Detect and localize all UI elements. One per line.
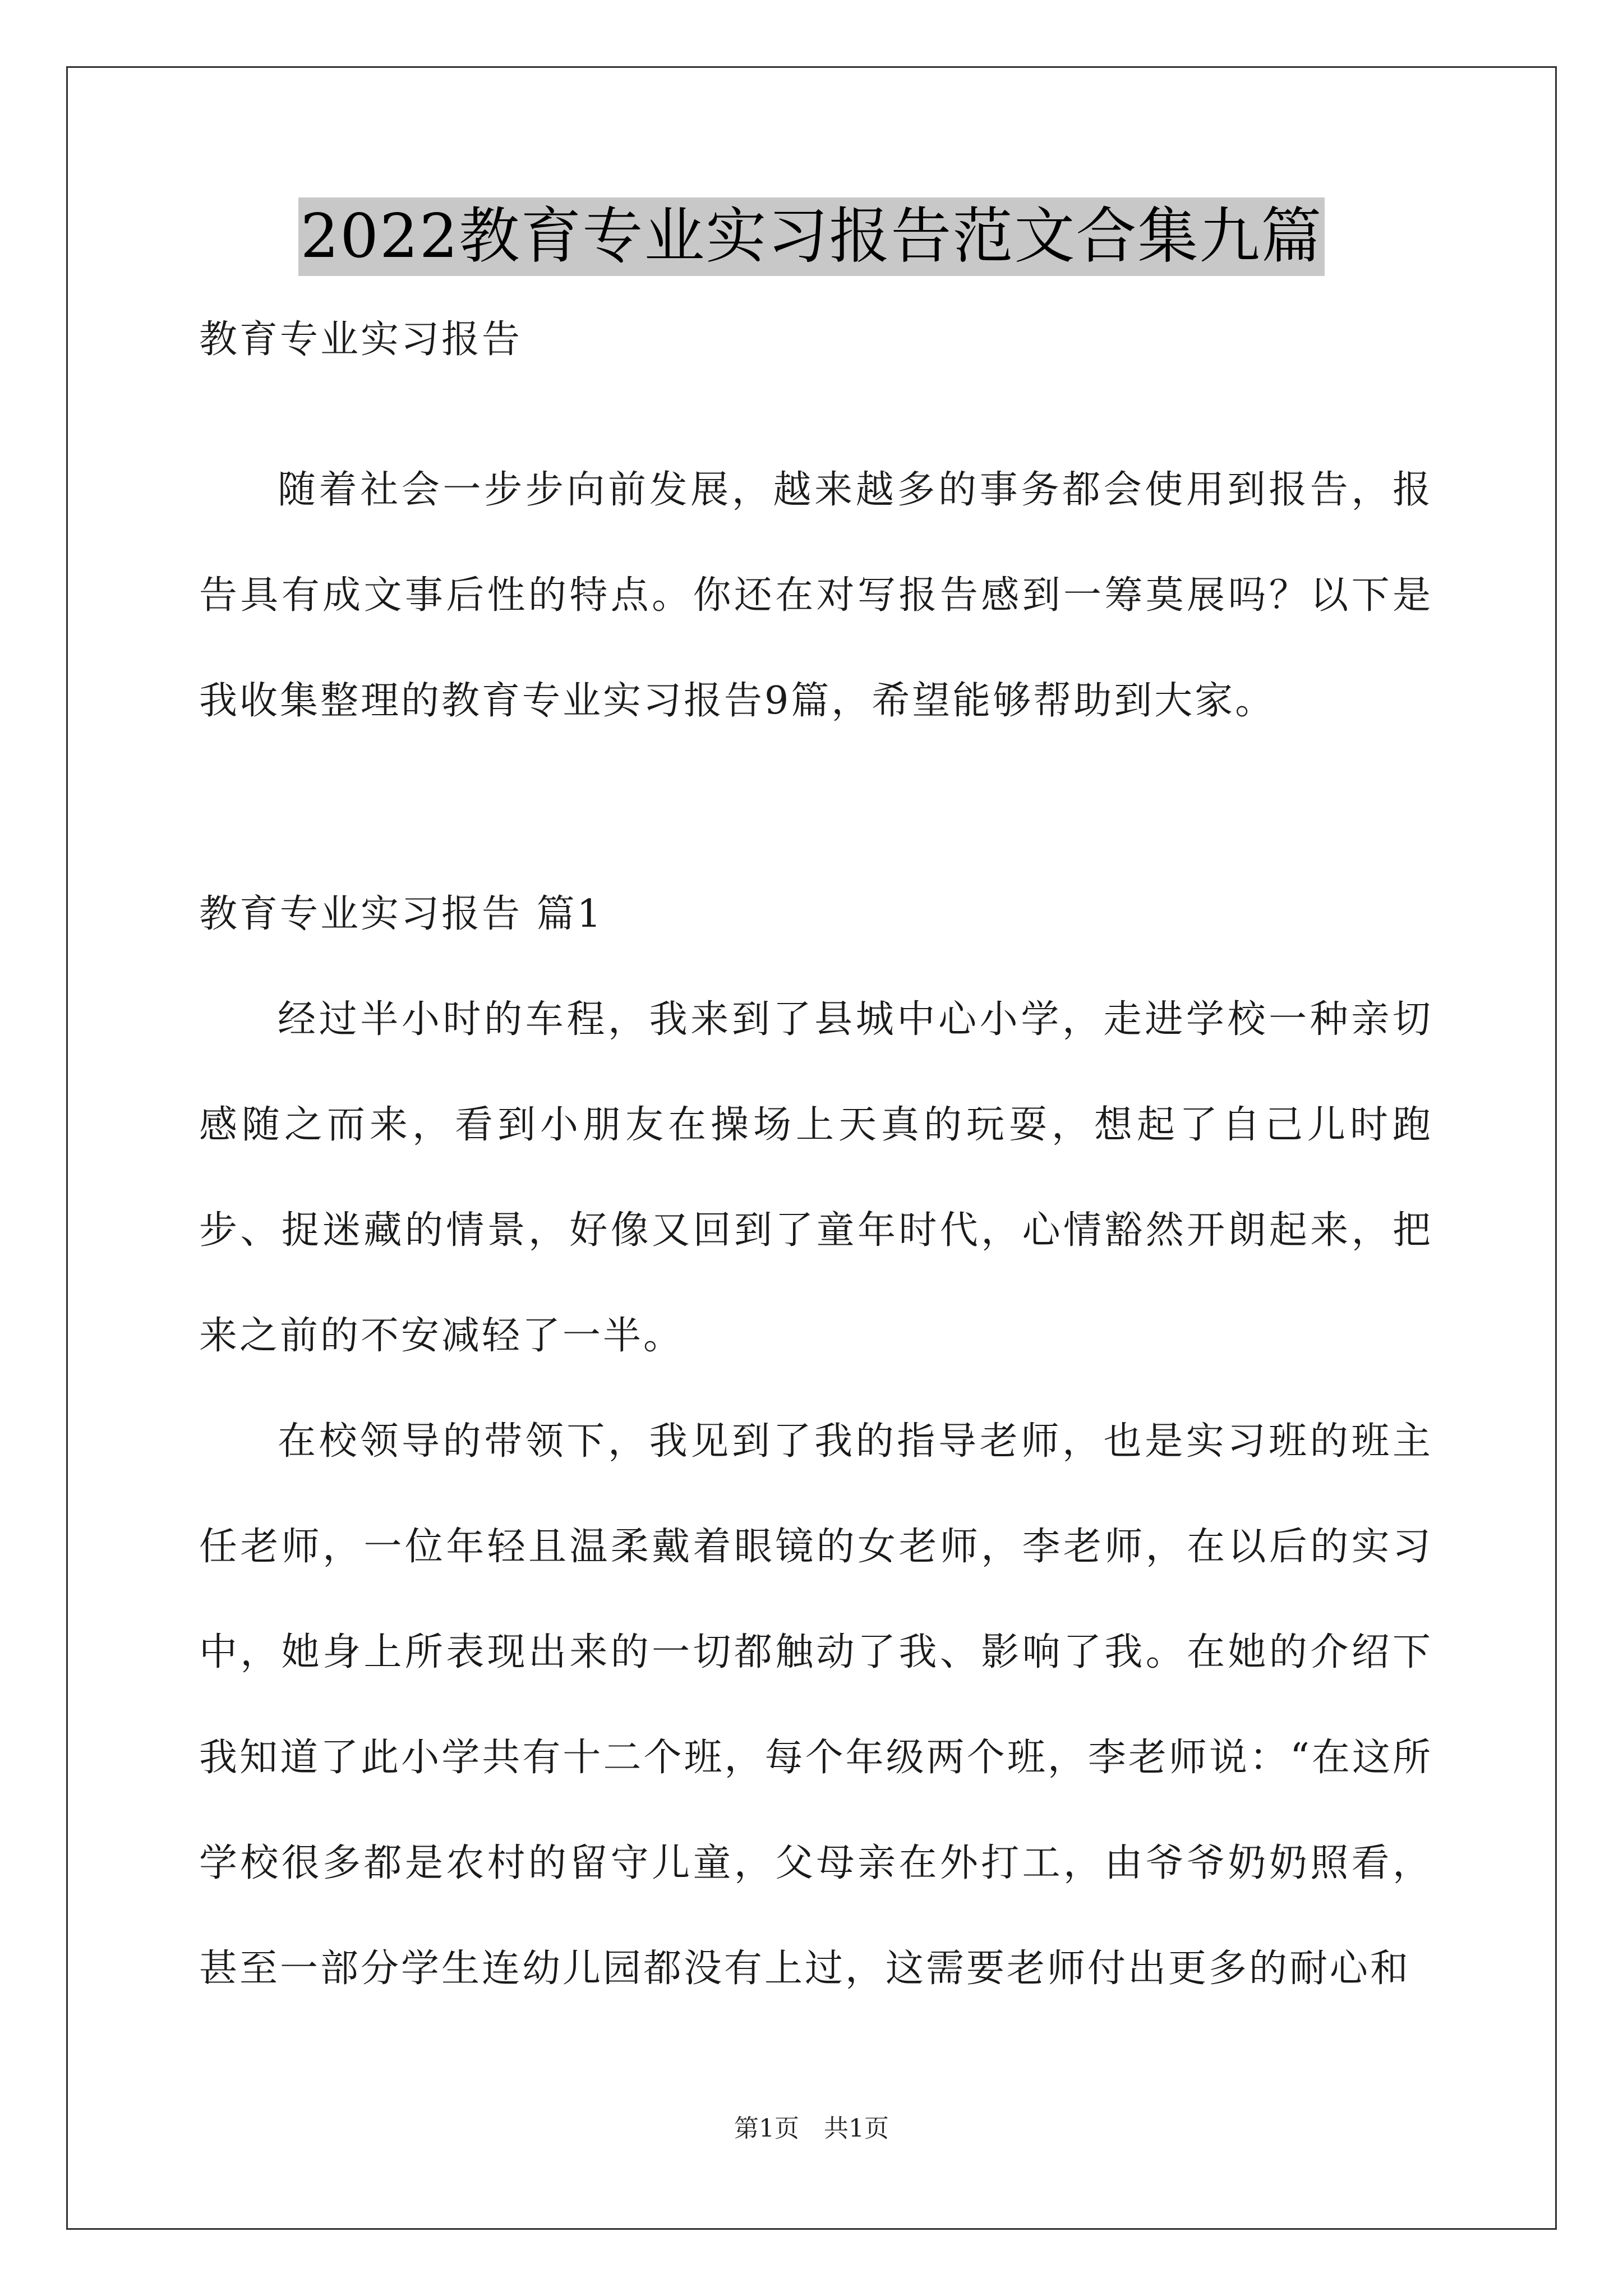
intro-heading: 教育专业实习报告	[199, 318, 523, 362]
section1-paragraph-2: 在校领导的带领下，我见到了我的指导老师，也是实习班的班主任老师，一位年轻且温柔戴着眼镜的女老师，李老师，在以后的实习中，她身上所表现出来的一切都触动了我、影响了我。在她的介绍下我知道了此小学共有十二个班，每个年级两个班，李老师说：“在这所学校很多都是农村的留守儿童，父母亲在外打工，由爷爷奶奶照看，甚至一部分学生连幼儿园都没有上过，这需要老师付出更多的耐心和	[199, 1419, 1433, 1991]
intro-section	[199, 438, 1433, 754]
section1-body	[199, 967, 1433, 2022]
page-footer: 第1页 共1页	[734, 2114, 889, 2143]
intro-paragraph: 随着社会一步步向前发展，越来越多的事务都会使用到报告，报告具有成文事后性的特点。你还在对写报告感到一筹莫展吗？以下是我收集整理的教育专业实习报告9篇，希望能够帮助到大家。	[199, 468, 1433, 723]
title-container	[0, 197, 1623, 276]
document-title: 2022教育专业实习报告范文合集九篇	[298, 197, 1325, 276]
section1-heading: 教育专业实习报告 篇1	[199, 892, 603, 936]
section1-paragraph-1: 经过半小时的车程，我来到了县城中心小学，走进学校一种亲切感随之而来，看到小朋友在操场上天真的玩耍，想起了自己儿时跑步、捉迷藏的情景，好像又回到了童年时代，心情豁然开朗起来，把来之前的不安减轻了一半。	[199, 997, 1433, 1358]
